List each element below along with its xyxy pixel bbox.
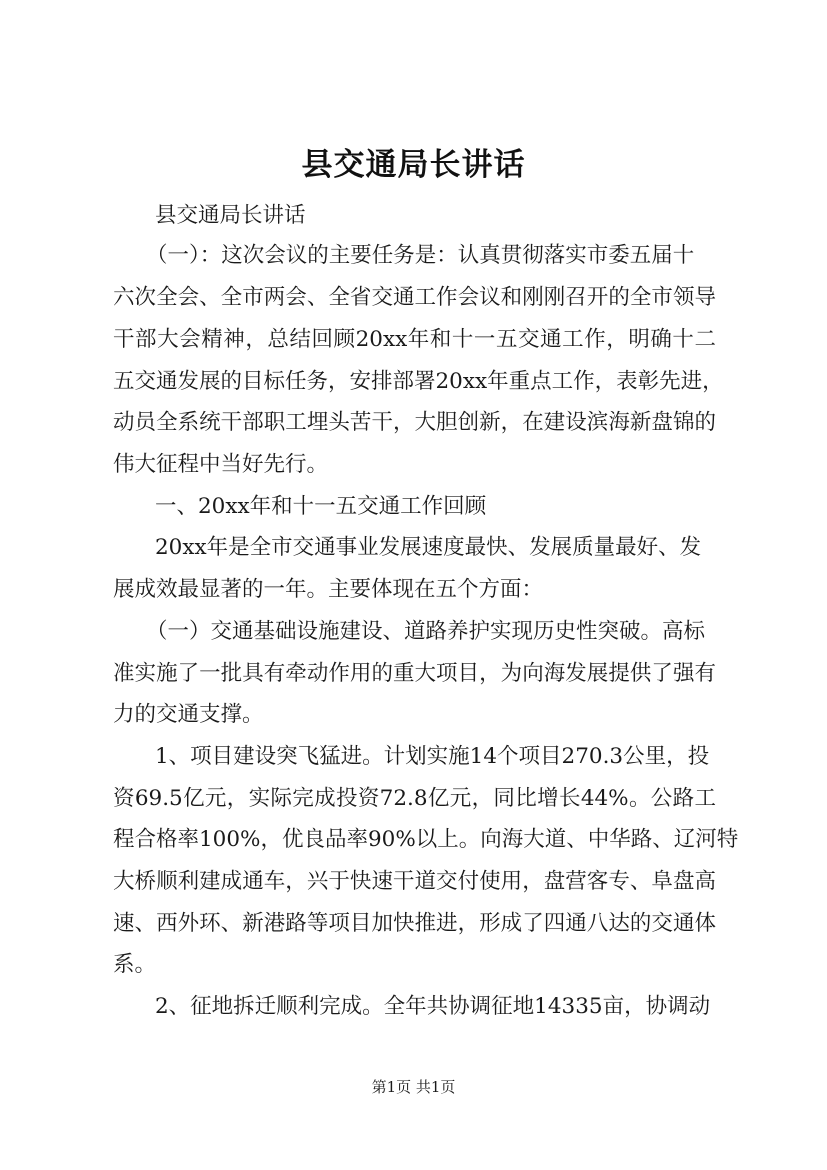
- section-heading: 一、20xx年和十一五交通工作回顾: [155, 494, 487, 519]
- text-line: 六次全会、全市两会、全省交通工作会议和刚刚召开的全市领导: [113, 285, 716, 310]
- text-line: 20xx年是全市交通事业发展速度最快、发展质量最好、发: [155, 535, 702, 560]
- text-line: 县交通局长讲话: [155, 203, 306, 228]
- text-line: 2、征地拆迁顺利完成。全年共协调征地14335亩，协调动: [155, 994, 711, 1019]
- text-line: （一）：这次会议的主要任务是：认真贯彻落实市委五届十: [146, 243, 695, 268]
- text-line: 五交通发展的目标任务，安排部署20xx年重点工作，表彰先进，: [113, 369, 724, 394]
- text-line: 力的交通支撑。: [113, 702, 264, 727]
- text-line: 系。: [113, 952, 157, 977]
- text-line: 程合格率100%，优良品率90%以上。向海大道、中华路、辽河特: [113, 827, 739, 852]
- text-line: 速、西外环、新港路等项目加快推进，形成了四通八达的交通体: [113, 911, 716, 936]
- document-title: 县交通局长讲话: [301, 147, 526, 183]
- text-line: 伟大征程中当好先行。: [113, 452, 329, 477]
- text-line: 准实施了一批具有牵动作用的重大项目，为向海发展提供了强有: [113, 661, 716, 686]
- text-line: 大桥顺利建成通车，兴于快速干道交付使用，盘营客专、阜盘高: [113, 869, 716, 894]
- page-footer: 第1页 共1页: [371, 1078, 456, 1096]
- text-line: 资69.5亿元，实际完成投资72.8亿元，同比增长44%。公路工: [113, 786, 716, 811]
- text-line: 1、项目建设突飞猛进。计划实施14个项目270.3公里，投: [155, 744, 710, 769]
- text-line: （一）交通基础设施建设、道路养护实现历史性突破。高标: [146, 619, 706, 644]
- text-line: 展成效最显著的一年。主要体现在五个方面：: [113, 577, 544, 602]
- text-line: 动员全系统干部职工埋头苦干，大胆创新，在建设滨海新盘锦的: [113, 410, 716, 435]
- text-line: 干部大会精神，总结回顾20xx年和十一五交通工作，明确十二: [113, 327, 716, 352]
